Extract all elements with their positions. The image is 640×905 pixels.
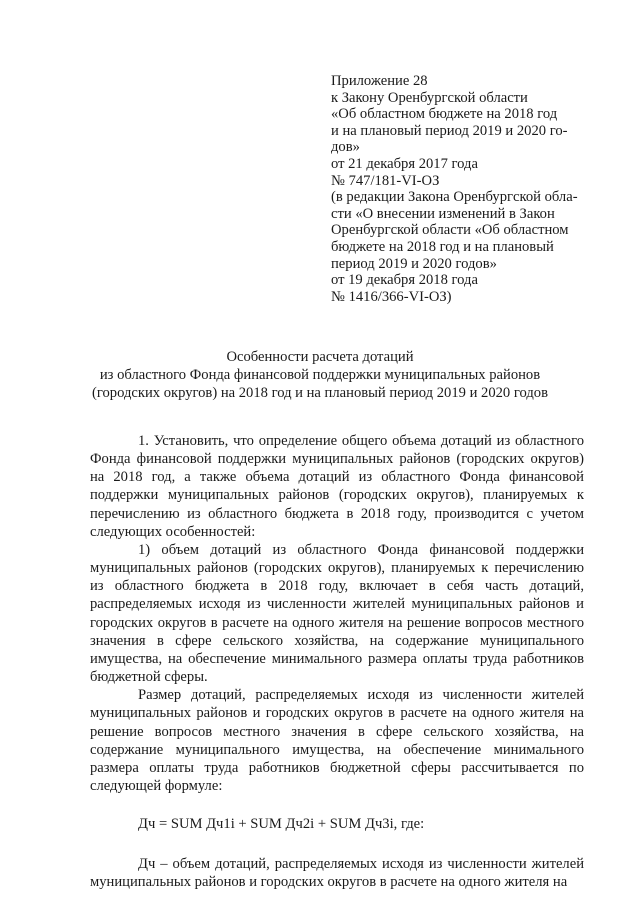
title-line: (городских округов) на 2018 год и на плановый период 2019 и 2020 годов	[92, 385, 548, 401]
title-line: из областного Фонда финансовой поддержки муниципальных районов	[99, 367, 541, 383]
header-line: сти «О внесении изменений в Закон	[331, 205, 555, 222]
paragraph-4: Дч – объем дотаций, распределяемых исходя из численности жителей муниципальных районов и городских округов в расчете на одного жителя на	[90, 856, 584, 891]
paragraph-3: Размер дотаций, распределяемых исходя из численности жителей муниципальных районов и городских округов в расчете на одного жителя на решение вопросов местного значения в сфере сельского хозяйства, на содержание муниципального имущества, на обеспечение минимального размера оплаты труда работников бюджетной сферы рассчитывается по следующей формуле:	[90, 687, 584, 794]
header-line: к Закону Оренбургской области	[331, 89, 528, 106]
header-line: № 1416/366-VI-ОЗ)	[331, 288, 452, 305]
header-line: Оренбургской области «Об областном	[331, 222, 569, 239]
appendix-header	[331, 73, 593, 305]
header-line: от 19 декабря 2018 года	[331, 272, 478, 289]
header-line: период 2019 и 2020 годов»	[331, 255, 497, 272]
paragraph-1: 1. Установить, что определение общего объема дотаций из областного Фонда финансовой поддержки муниципальных районов (городских округов) на 2018 год, а также объема дотаций из областного Фонда финансовой поддержки муниципальных районов (городских округов), планируемых к перечислению из областного бюджета в 2018 году, производится с учетом следующих особенностей:	[90, 433, 584, 540]
header-line: Приложение 28	[331, 73, 428, 89]
header-line: от 21 декабря 2017 года	[331, 155, 478, 172]
header-line: дов»	[331, 139, 360, 156]
document-body	[90, 432, 584, 892]
header-line: № 747/181-VI-ОЗ	[331, 172, 440, 189]
header-line: и на плановый период 2019 и 2020 го-	[331, 122, 568, 139]
header-line: бюджете на 2018 год и на плановый	[331, 238, 554, 255]
header-line: (в редакции Закона Оренбургской обла-	[331, 189, 578, 206]
title-line: Особенности расчета дотаций	[226, 349, 414, 365]
document-title	[60, 348, 580, 402]
paragraph-2: 1) объем дотаций из областного Фонда финансовой поддержки муниципальных районов (городских округов), планируемых к перечислению из областного бюджета в 2018 году, включает в себя часть дотаций, распределяемых исходя из численности жителей муниципальных районов и городских округов в расчете на одного жителя на решение вопросов местного значения в сфере сельского хозяйства, на содержание муниципального имущества, на обеспечение минимального размера оплаты труда работников бюджетной сферы.	[90, 541, 584, 686]
header-line: «Об областном бюджете на 2018 год	[331, 106, 558, 123]
formula: Дч = SUM Дч1i + SUM Дч2i + SUM Дч3i, где:	[138, 816, 425, 833]
